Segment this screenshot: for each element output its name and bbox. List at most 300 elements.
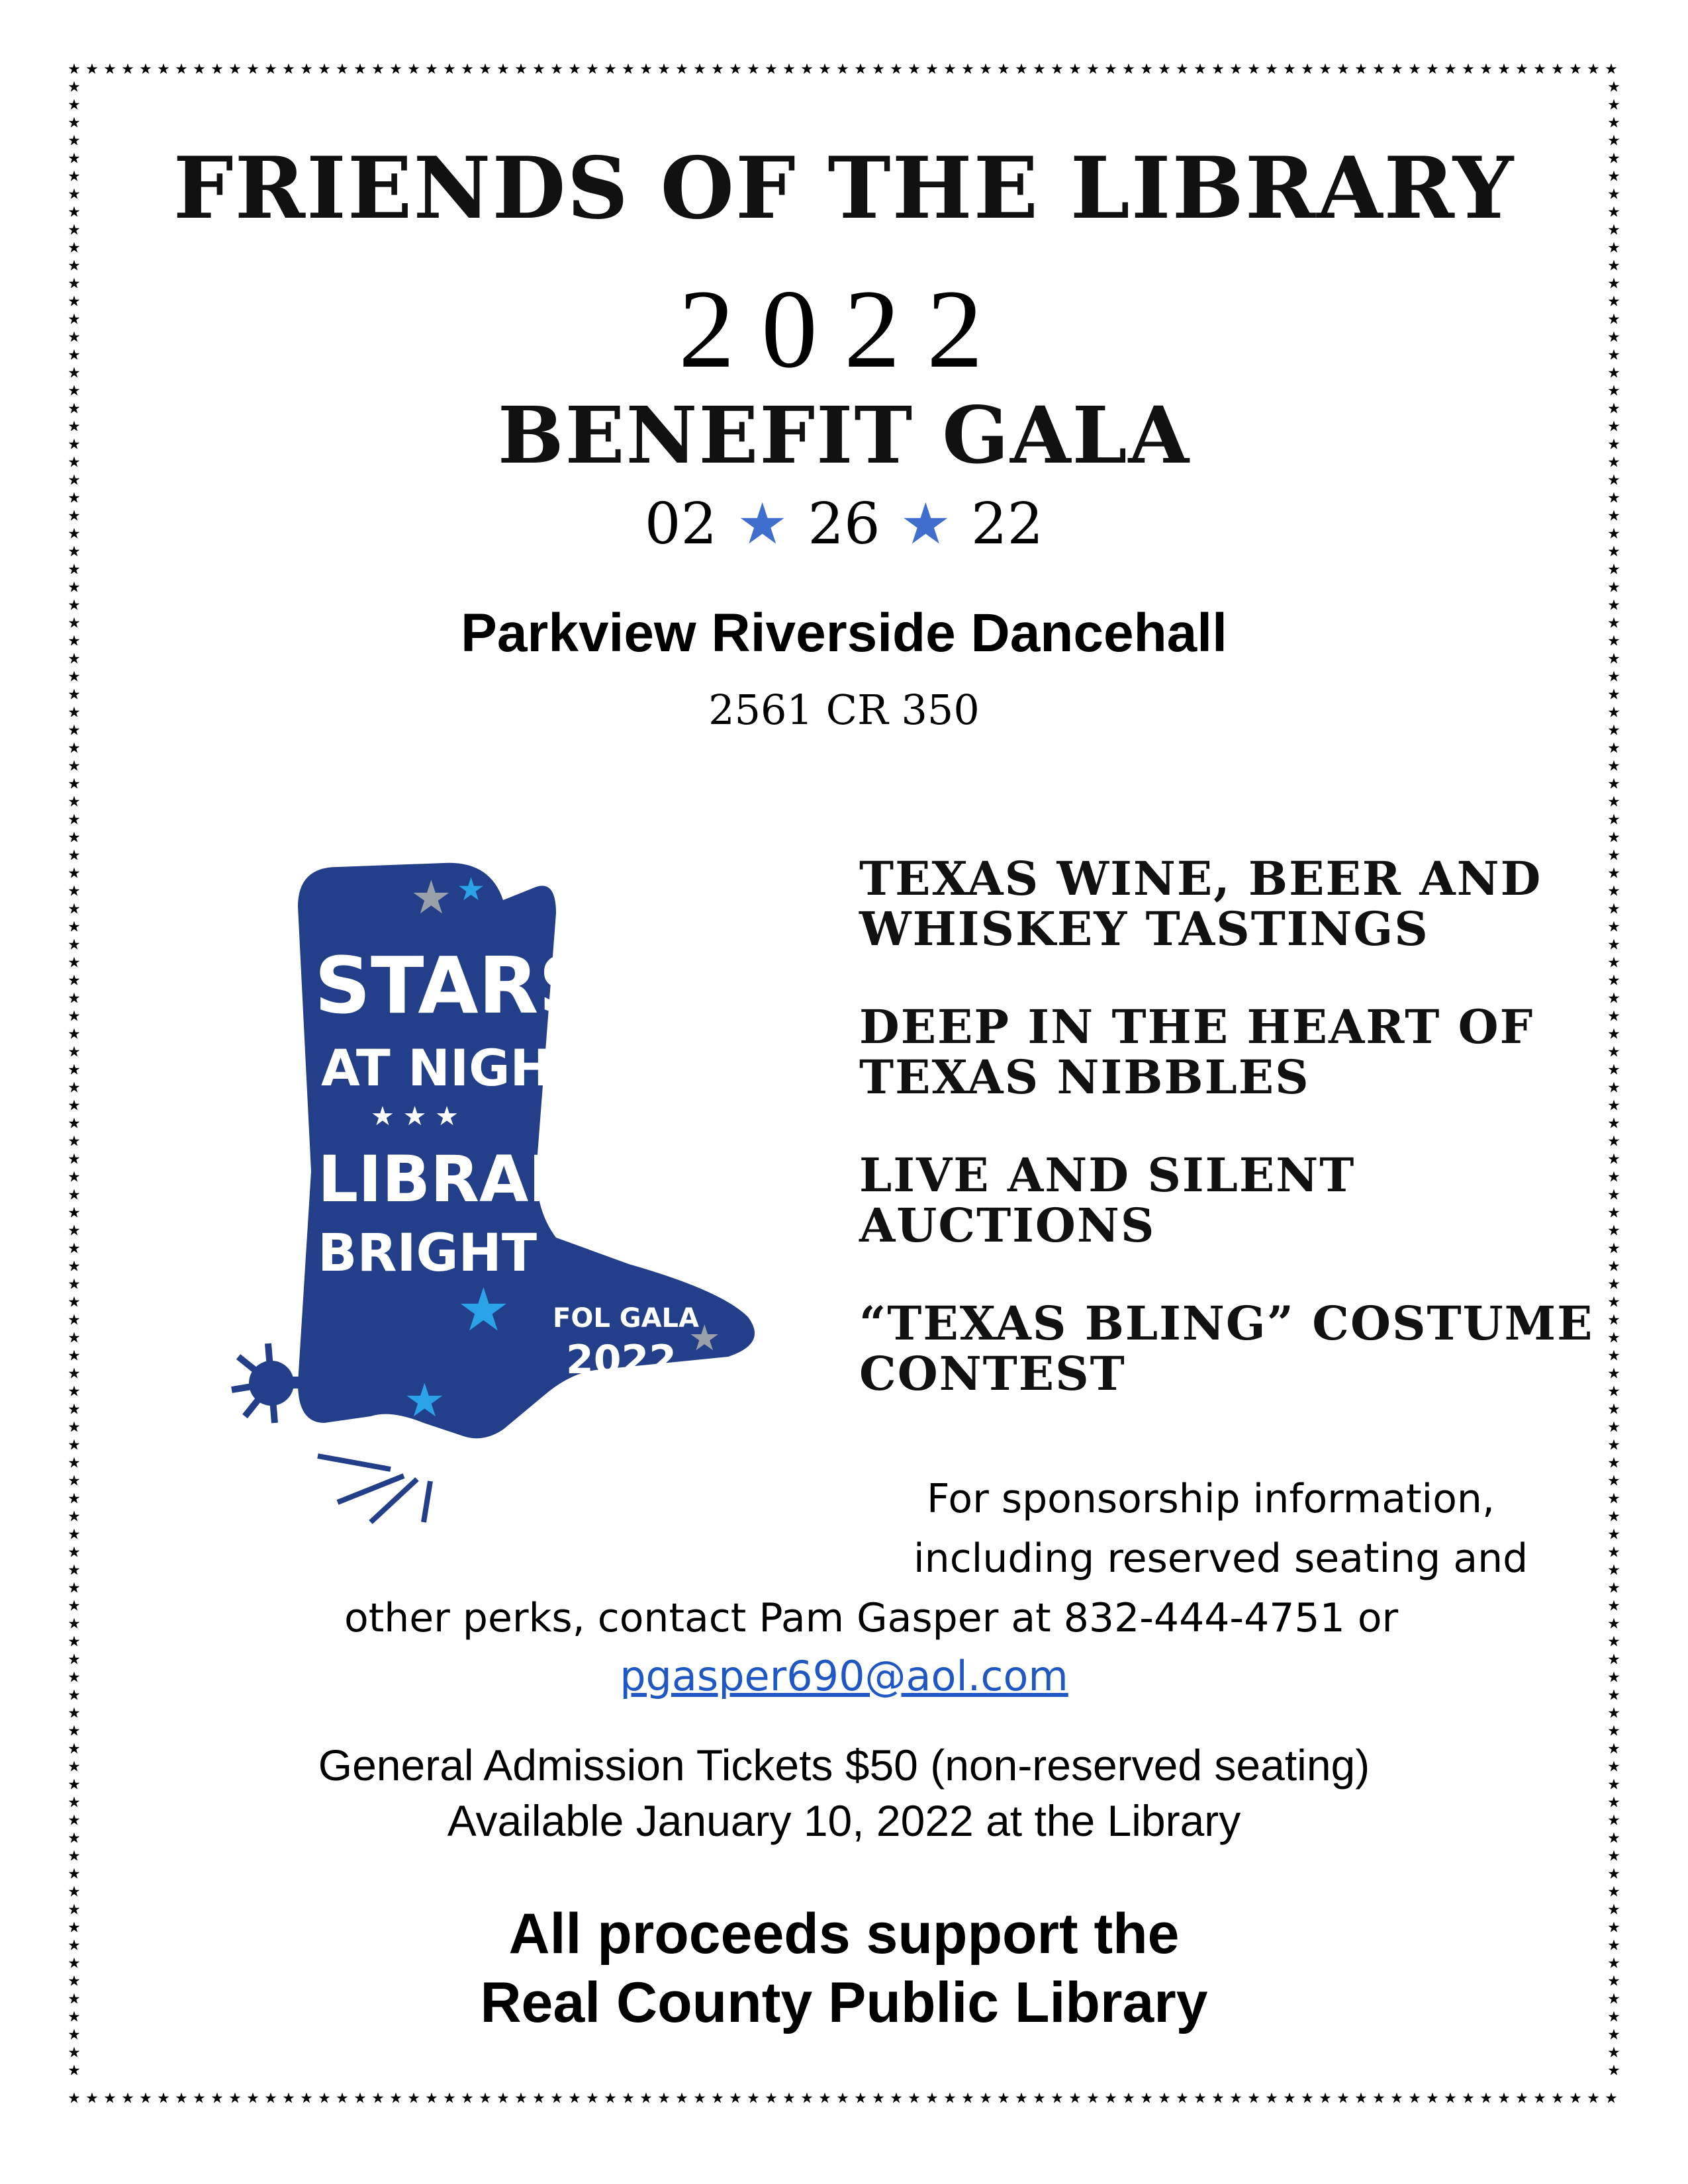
border-star-icon: ★ xyxy=(68,1758,81,1775)
border-star-icon: ★ xyxy=(1444,2089,1457,2106)
border-star-icon: ★ xyxy=(1607,203,1620,220)
border-star-icon: ★ xyxy=(1607,632,1620,649)
border-star-icon: ★ xyxy=(1336,61,1350,77)
border-star-icon: ★ xyxy=(1607,900,1620,917)
border-star-icon: ★ xyxy=(1336,2089,1350,2106)
border-star-icon: ★ xyxy=(318,61,331,77)
border-star-icon: ★ xyxy=(1607,811,1620,828)
border-star-icon: ★ xyxy=(1607,1811,1620,1829)
border-star-icon: ★ xyxy=(1607,167,1620,185)
border-star-icon: ★ xyxy=(836,2089,849,2106)
border-star-icon: ★ xyxy=(1462,2089,1475,2106)
border-star-icon: ★ xyxy=(68,1329,81,1346)
border-star-icon: ★ xyxy=(1607,793,1620,810)
border-star-icon: ★ xyxy=(496,61,510,77)
border-star-icon: ★ xyxy=(1462,61,1475,77)
border-star-icon: ★ xyxy=(693,2089,706,2106)
border-star-icon: ★ xyxy=(68,721,81,739)
border-star-icon: ★ xyxy=(68,1007,81,1024)
border-star-icon: ★ xyxy=(264,2089,277,2106)
border-star-icon: ★ xyxy=(68,650,81,667)
border-star-icon: ★ xyxy=(68,1668,81,1686)
sponsorship-line: including reserved seating and xyxy=(914,1535,1528,1582)
border-star-icon: ★ xyxy=(622,2089,635,2106)
border-star-icon: ★ xyxy=(68,525,81,542)
border-star-icon: ★ xyxy=(586,2089,599,2106)
border-star-icon: ★ xyxy=(1607,1400,1620,1418)
border-star-icon: ★ xyxy=(1607,1883,1620,1900)
border-star-icon: ★ xyxy=(68,1811,81,1829)
border-star-icon: ★ xyxy=(407,2089,420,2106)
border-star-icon: ★ xyxy=(1229,2089,1243,2106)
border-star-icon: ★ xyxy=(1607,310,1620,328)
border-star-icon: ★ xyxy=(68,1936,81,1954)
border-star-icon: ★ xyxy=(282,61,295,77)
border-star-icon: ★ xyxy=(193,2089,206,2106)
border-star-icon: ★ xyxy=(1372,2089,1385,2106)
border-star-icon: ★ xyxy=(1607,1097,1620,1114)
border-star-icon: ★ xyxy=(68,757,81,774)
contact-email-link[interactable]: pgasper690@aol.com xyxy=(620,1652,1068,1700)
border-star-icon: ★ xyxy=(1607,435,1620,453)
border-star-icon: ★ xyxy=(68,1454,81,1471)
border-star-icon: ★ xyxy=(1607,1007,1620,1024)
border-star-icon: ★ xyxy=(1605,2089,1618,2106)
border-star-icon: ★ xyxy=(765,2089,778,2106)
border-star-icon: ★ xyxy=(1607,239,1620,256)
border-star-icon: ★ xyxy=(300,61,313,77)
border-star-icon: ★ xyxy=(1354,2089,1368,2106)
border-star-icon: ★ xyxy=(103,2089,117,2106)
border-star-icon: ★ xyxy=(1607,257,1620,274)
border-star-icon: ★ xyxy=(1607,2008,1620,2025)
proceeds-line: All proceeds support the xyxy=(508,1902,1180,1966)
border-star-icon: ★ xyxy=(68,203,81,220)
border-star-icon: ★ xyxy=(68,1097,81,1114)
border-star-icon: ★ xyxy=(68,1633,81,1650)
border-star-icon: ★ xyxy=(139,2089,152,2106)
border-star-icon: ★ xyxy=(1122,61,1135,77)
border-star-icon: ★ xyxy=(68,1597,81,1614)
border-star-icon: ★ xyxy=(85,61,99,77)
border-star-icon: ★ xyxy=(729,2089,742,2106)
feature-item: LIVE AND SILENT AUCTIONS xyxy=(859,1148,1356,1253)
border-star-icon: ★ xyxy=(1140,2089,1153,2106)
border-star-icon: ★ xyxy=(68,382,81,399)
border-star-icon: ★ xyxy=(68,1257,81,1275)
border-star-icon: ★ xyxy=(68,846,81,864)
border-star-icon: ★ xyxy=(1607,864,1620,882)
border-star-icon: ★ xyxy=(68,150,81,167)
border-star-icon: ★ xyxy=(765,61,778,77)
border-star-icon: ★ xyxy=(532,2089,545,2106)
border-star-icon: ★ xyxy=(604,2089,617,2106)
border-star-icon: ★ xyxy=(1479,2089,1493,2106)
border-star-icon: ★ xyxy=(68,507,81,524)
border-star-icon: ★ xyxy=(68,1686,81,1704)
border-star-icon: ★ xyxy=(68,918,81,935)
border-star-icon: ★ xyxy=(68,418,81,435)
ticket-info xyxy=(0,1737,1688,1848)
border-star-icon: ★ xyxy=(1607,614,1620,631)
border-star-icon: ★ xyxy=(729,61,742,77)
logo-line2: AT NIGHT xyxy=(321,1038,586,1097)
star-icon: ★ xyxy=(457,1277,510,1343)
border-star-icon: ★ xyxy=(68,1829,81,1846)
border-star-icon: ★ xyxy=(336,2089,349,2106)
border-star-icon: ★ xyxy=(68,1222,81,1239)
border-star-icon: ★ xyxy=(925,61,939,77)
border-star-icon: ★ xyxy=(1194,2089,1207,2106)
border-star-icon: ★ xyxy=(1194,61,1207,77)
border-star-icon: ★ xyxy=(1607,221,1620,238)
border-star-icon: ★ xyxy=(1607,1668,1620,1686)
border-star-icon: ★ xyxy=(1607,954,1620,971)
border-star-icon: ★ xyxy=(157,2089,170,2106)
border-star-icon: ★ xyxy=(800,2089,814,2106)
border-star-icon: ★ xyxy=(68,811,81,828)
border-star-icon: ★ xyxy=(1607,561,1620,578)
border-star-icon: ★ xyxy=(68,1240,81,1257)
border-star-icon: ★ xyxy=(68,1383,81,1400)
border-star-icon: ★ xyxy=(68,1579,81,1596)
border-star-icon: ★ xyxy=(68,1901,81,1918)
border-star-icon: ★ xyxy=(943,61,957,77)
border-star-icon: ★ xyxy=(1607,1472,1620,1489)
border-star-icon: ★ xyxy=(1607,2026,1620,2043)
border-star-icon: ★ xyxy=(68,185,81,203)
border-star-icon: ★ xyxy=(1607,2062,1620,2079)
border-star-icon: ★ xyxy=(228,2089,242,2106)
border-star-icon: ★ xyxy=(68,435,81,453)
border-star-icon: ★ xyxy=(1319,2089,1332,2106)
border-star-icon: ★ xyxy=(1086,2089,1100,2106)
sponsorship-line: other perks, contact Pam Gasper at 832-444-4751 or xyxy=(344,1595,1399,1641)
border-star-icon: ★ xyxy=(175,2089,188,2106)
sponsorship-info xyxy=(344,1469,1536,1648)
border-star-icon: ★ xyxy=(1607,1865,1620,1882)
border-star-icon: ★ xyxy=(68,275,81,292)
border-star-icon: ★ xyxy=(1607,846,1620,864)
border-star-icon: ★ xyxy=(68,132,81,149)
border-star-icon: ★ xyxy=(68,1919,81,1936)
border-star-icon: ★ xyxy=(1607,96,1620,113)
border-star-icon: ★ xyxy=(68,561,81,578)
border-star-icon: ★ xyxy=(1068,2089,1082,2106)
border-star-icon: ★ xyxy=(1607,1508,1620,1525)
border-star-icon: ★ xyxy=(568,61,581,77)
border-star-icon: ★ xyxy=(68,1704,81,1721)
border-star-icon: ★ xyxy=(1607,489,1620,506)
border-star-icon: ★ xyxy=(1551,2089,1564,2106)
border-star-icon: ★ xyxy=(1607,578,1620,596)
star-icon: ★ xyxy=(404,1375,445,1426)
border-star-icon: ★ xyxy=(1607,1329,1620,1346)
border-star-icon: ★ xyxy=(68,989,81,1007)
border-star-icon: ★ xyxy=(1607,1061,1620,1078)
border-star-icon: ★ xyxy=(1086,61,1100,77)
border-star-icon: ★ xyxy=(1607,1275,1620,1293)
border-star-icon: ★ xyxy=(1607,1758,1620,1775)
border-star-icon: ★ xyxy=(1607,78,1620,95)
border-star-icon: ★ xyxy=(68,972,81,989)
border-star-icon: ★ xyxy=(318,2089,331,2106)
border-star-icon: ★ xyxy=(1607,1204,1620,1221)
border-star-icon: ★ xyxy=(1607,1543,1620,1561)
border-star-icon: ★ xyxy=(1607,1490,1620,1507)
border-star-icon: ★ xyxy=(890,61,903,77)
date-day: 26 xyxy=(808,491,880,557)
border-star-icon: ★ xyxy=(1247,61,1260,77)
border-star-icon: ★ xyxy=(1176,61,1189,77)
border-star-icon: ★ xyxy=(1607,2044,1620,2061)
border-star-icon: ★ xyxy=(68,257,81,274)
ticket-line: General Admission Tickets $50 (non-reserved seating) xyxy=(318,1741,1370,1790)
border-star-icon: ★ xyxy=(371,61,385,77)
border-star-icon: ★ xyxy=(1607,1722,1620,1739)
border-star-icon: ★ xyxy=(68,328,81,345)
border-star-icon: ★ xyxy=(1607,418,1620,435)
feature-item: TEXAS WINE, BEER AND WHISKEY TASTINGS xyxy=(859,851,1542,956)
proceeds-statement xyxy=(0,1899,1688,2037)
border-star-icon: ★ xyxy=(1533,61,1546,77)
star-icon: ★ xyxy=(900,491,951,557)
border-star-icon: ★ xyxy=(68,1472,81,1489)
border-star-icon: ★ xyxy=(747,61,760,77)
star-icon: ★ xyxy=(737,491,788,557)
border-star-icon: ★ xyxy=(890,2089,903,2106)
border-star-icon: ★ xyxy=(1607,543,1620,560)
border-star-icon: ★ xyxy=(604,61,617,77)
border-star-icon: ★ xyxy=(68,1561,81,1578)
border-star-icon: ★ xyxy=(139,61,152,77)
border-star-icon: ★ xyxy=(997,2089,1010,2106)
border-star-icon: ★ xyxy=(68,1132,81,1150)
border-star-icon: ★ xyxy=(872,2089,885,2106)
border-star-icon: ★ xyxy=(1607,1829,1620,1846)
border-star-icon: ★ xyxy=(747,2089,760,2106)
border-star-icon: ★ xyxy=(818,2089,831,2106)
border-star-icon: ★ xyxy=(1607,507,1620,524)
border-star-icon: ★ xyxy=(1607,1954,1620,1972)
border-star-icon: ★ xyxy=(1569,2089,1582,2106)
border-star-icon: ★ xyxy=(1515,2089,1528,2106)
border-star-icon: ★ xyxy=(1607,132,1620,149)
border-star-icon: ★ xyxy=(68,2044,81,2061)
border-star-icon: ★ xyxy=(68,96,81,113)
border-star-icon: ★ xyxy=(675,61,688,77)
border-star-icon: ★ xyxy=(68,1740,81,1757)
border-star-icon: ★ xyxy=(479,61,492,77)
border-star-icon: ★ xyxy=(68,310,81,328)
border-star-icon: ★ xyxy=(68,1490,81,1507)
border-star-icon: ★ xyxy=(68,686,81,703)
border-star-icon: ★ xyxy=(264,61,277,77)
border-star-icon: ★ xyxy=(1497,2089,1511,2106)
border-star-icon: ★ xyxy=(1607,1043,1620,1060)
border-star-icon: ★ xyxy=(68,2008,81,2025)
border-star-icon: ★ xyxy=(68,900,81,917)
border-star-icon: ★ xyxy=(1607,1186,1620,1203)
border-star-icon: ★ xyxy=(68,1293,81,1310)
border-star-icon: ★ xyxy=(68,1204,81,1221)
border-star-icon: ★ xyxy=(675,2089,688,2106)
border-star-icon: ★ xyxy=(1390,2089,1403,2106)
proceeds-line: Real County Public Library xyxy=(480,1971,1208,2034)
border-star-icon: ★ xyxy=(443,61,456,77)
venue-name: Parkview Riverside Dancehall xyxy=(461,603,1227,663)
border-star-icon: ★ xyxy=(1051,61,1064,77)
border-star-icon: ★ xyxy=(68,2026,81,2043)
border-star-icon: ★ xyxy=(1283,2089,1296,2106)
border-star-icon: ★ xyxy=(1607,1025,1620,1042)
border-star-icon: ★ xyxy=(68,1794,81,1811)
border-star-icon: ★ xyxy=(1479,61,1493,77)
border-star-icon: ★ xyxy=(68,1079,81,1096)
border-star-icon: ★ xyxy=(1515,61,1528,77)
border-star-icon: ★ xyxy=(68,1150,81,1167)
border-star-icon: ★ xyxy=(1607,114,1620,131)
border-star-icon: ★ xyxy=(68,1311,81,1328)
border-star-icon: ★ xyxy=(1607,596,1620,614)
border-star-icon: ★ xyxy=(1607,668,1620,685)
border-star-icon: ★ xyxy=(68,1543,81,1561)
border-star-icon: ★ xyxy=(1051,2089,1064,2106)
border-star-icon: ★ xyxy=(68,78,81,95)
event-date xyxy=(0,491,1688,557)
border-star-icon: ★ xyxy=(68,936,81,953)
border-star-icon: ★ xyxy=(1607,150,1620,167)
border-star-icon: ★ xyxy=(68,739,81,756)
border-star-icon: ★ xyxy=(1607,1454,1620,1471)
border-star-icon: ★ xyxy=(639,61,653,77)
border-star-icon: ★ xyxy=(246,2089,259,2106)
ticket-line: Available January 10, 2022 at the Library xyxy=(447,1796,1241,1845)
border-star-icon: ★ xyxy=(1607,1704,1620,1721)
border-star-icon: ★ xyxy=(68,543,81,560)
border-star-icon: ★ xyxy=(586,61,599,77)
border-star-icon: ★ xyxy=(1607,1615,1620,1632)
border-star-icon: ★ xyxy=(68,239,81,256)
border-star-icon: ★ xyxy=(68,1972,81,1989)
border-star-icon: ★ xyxy=(121,61,134,77)
sponsorship-line: For sponsorship information, xyxy=(927,1476,1495,1522)
border-star-icon: ★ xyxy=(908,2089,921,2106)
border-star-icon: ★ xyxy=(1607,453,1620,471)
border-star-icon: ★ xyxy=(68,578,81,596)
border-star-icon: ★ xyxy=(657,2089,671,2106)
border-star-icon: ★ xyxy=(997,61,1010,77)
border-star-icon: ★ xyxy=(1265,61,1278,77)
border-star-icon: ★ xyxy=(103,61,117,77)
border-star-icon: ★ xyxy=(1301,2089,1314,2106)
border-star-icon: ★ xyxy=(68,1722,81,1739)
border-star-icon: ★ xyxy=(550,2089,563,2106)
border-star-icon: ★ xyxy=(68,1525,81,1543)
border-star-icon: ★ xyxy=(461,61,474,77)
border-star-icon: ★ xyxy=(175,61,188,77)
border-star-icon: ★ xyxy=(514,61,528,77)
border-star-icon: ★ xyxy=(1607,757,1620,774)
border-star-icon: ★ xyxy=(1607,882,1620,899)
border-star-icon: ★ xyxy=(68,1365,81,1382)
border-star-icon: ★ xyxy=(425,61,438,77)
feature-list xyxy=(859,851,1594,1447)
border-star-icon: ★ xyxy=(1104,2089,1117,2106)
border-star-icon: ★ xyxy=(961,61,974,77)
border-star-icon: ★ xyxy=(1607,1901,1620,1918)
border-star-icon: ★ xyxy=(1319,61,1332,77)
border-star-icon: ★ xyxy=(1607,364,1620,381)
border-star-icon: ★ xyxy=(1068,61,1082,77)
border-star-icon: ★ xyxy=(68,1776,81,1793)
border-star-icon: ★ xyxy=(961,2089,974,2106)
border-star-icon: ★ xyxy=(1607,1436,1620,1453)
border-star-icon: ★ xyxy=(1301,61,1314,77)
border-star-icon: ★ xyxy=(68,1186,81,1203)
border-star-icon: ★ xyxy=(979,2089,992,2106)
border-star-icon: ★ xyxy=(1607,1311,1620,1328)
border-star-icon: ★ xyxy=(68,61,81,77)
border-star-icon: ★ xyxy=(68,1043,81,1060)
border-star-icon: ★ xyxy=(1390,61,1403,77)
border-star-icon: ★ xyxy=(1176,2089,1189,2106)
border-star-icon: ★ xyxy=(1569,61,1582,77)
logo-divider-stars: ★ ★ ★ xyxy=(371,1101,459,1132)
border-star-icon: ★ xyxy=(1015,61,1028,77)
border-star-icon: ★ xyxy=(1265,2089,1278,2106)
border-star-icon: ★ xyxy=(1607,918,1620,935)
feature-item: “TEXAS BLING” COSTUME CONTEST xyxy=(859,1296,1594,1401)
border-star-icon: ★ xyxy=(68,1115,81,1132)
border-star-icon: ★ xyxy=(371,2089,385,2106)
border-star-icon: ★ xyxy=(68,829,81,846)
border-star-icon: ★ xyxy=(68,632,81,649)
border-star-icon: ★ xyxy=(1551,61,1564,77)
border-star-icon: ★ xyxy=(1607,936,1620,953)
border-star-icon: ★ xyxy=(854,2089,867,2106)
border-star-icon: ★ xyxy=(1122,2089,1135,2106)
border-star-icon: ★ xyxy=(496,2089,510,2106)
border-star-icon: ★ xyxy=(246,61,259,77)
border-star-icon: ★ xyxy=(68,1025,81,1042)
border-star-icon: ★ xyxy=(68,453,81,471)
border-star-icon: ★ xyxy=(68,1347,81,1364)
date-year: 22 xyxy=(970,491,1044,557)
border-star-icon: ★ xyxy=(908,61,921,77)
border-star-icon: ★ xyxy=(68,1954,81,1972)
logo-line4: BRIGHT xyxy=(318,1224,538,1283)
date-month: 02 xyxy=(644,491,718,557)
border-star-icon: ★ xyxy=(1015,2089,1028,2106)
border-star-icon: ★ xyxy=(1283,61,1296,77)
border-star-icon: ★ xyxy=(1607,1919,1620,1936)
border-star-icon: ★ xyxy=(1587,2089,1600,2106)
border-star-icon: ★ xyxy=(1607,775,1620,792)
border-star-icon: ★ xyxy=(1607,1972,1620,1989)
page-title: FRIENDS OF THE LIBRARY xyxy=(173,139,1515,238)
border-star-icon: ★ xyxy=(1158,61,1171,77)
border-star-icon: ★ xyxy=(68,1615,81,1632)
border-star-icon: ★ xyxy=(68,596,81,614)
border-star-icon: ★ xyxy=(1607,293,1620,310)
border-star-icon: ★ xyxy=(1426,2089,1439,2106)
border-star-icon: ★ xyxy=(1104,61,1117,77)
border-star-icon: ★ xyxy=(1607,1257,1620,1275)
logo-line3: LIBRARY xyxy=(318,1142,620,1216)
event-name: BENEFIT GALA xyxy=(497,389,1191,481)
border-star-icon: ★ xyxy=(68,1061,81,1078)
